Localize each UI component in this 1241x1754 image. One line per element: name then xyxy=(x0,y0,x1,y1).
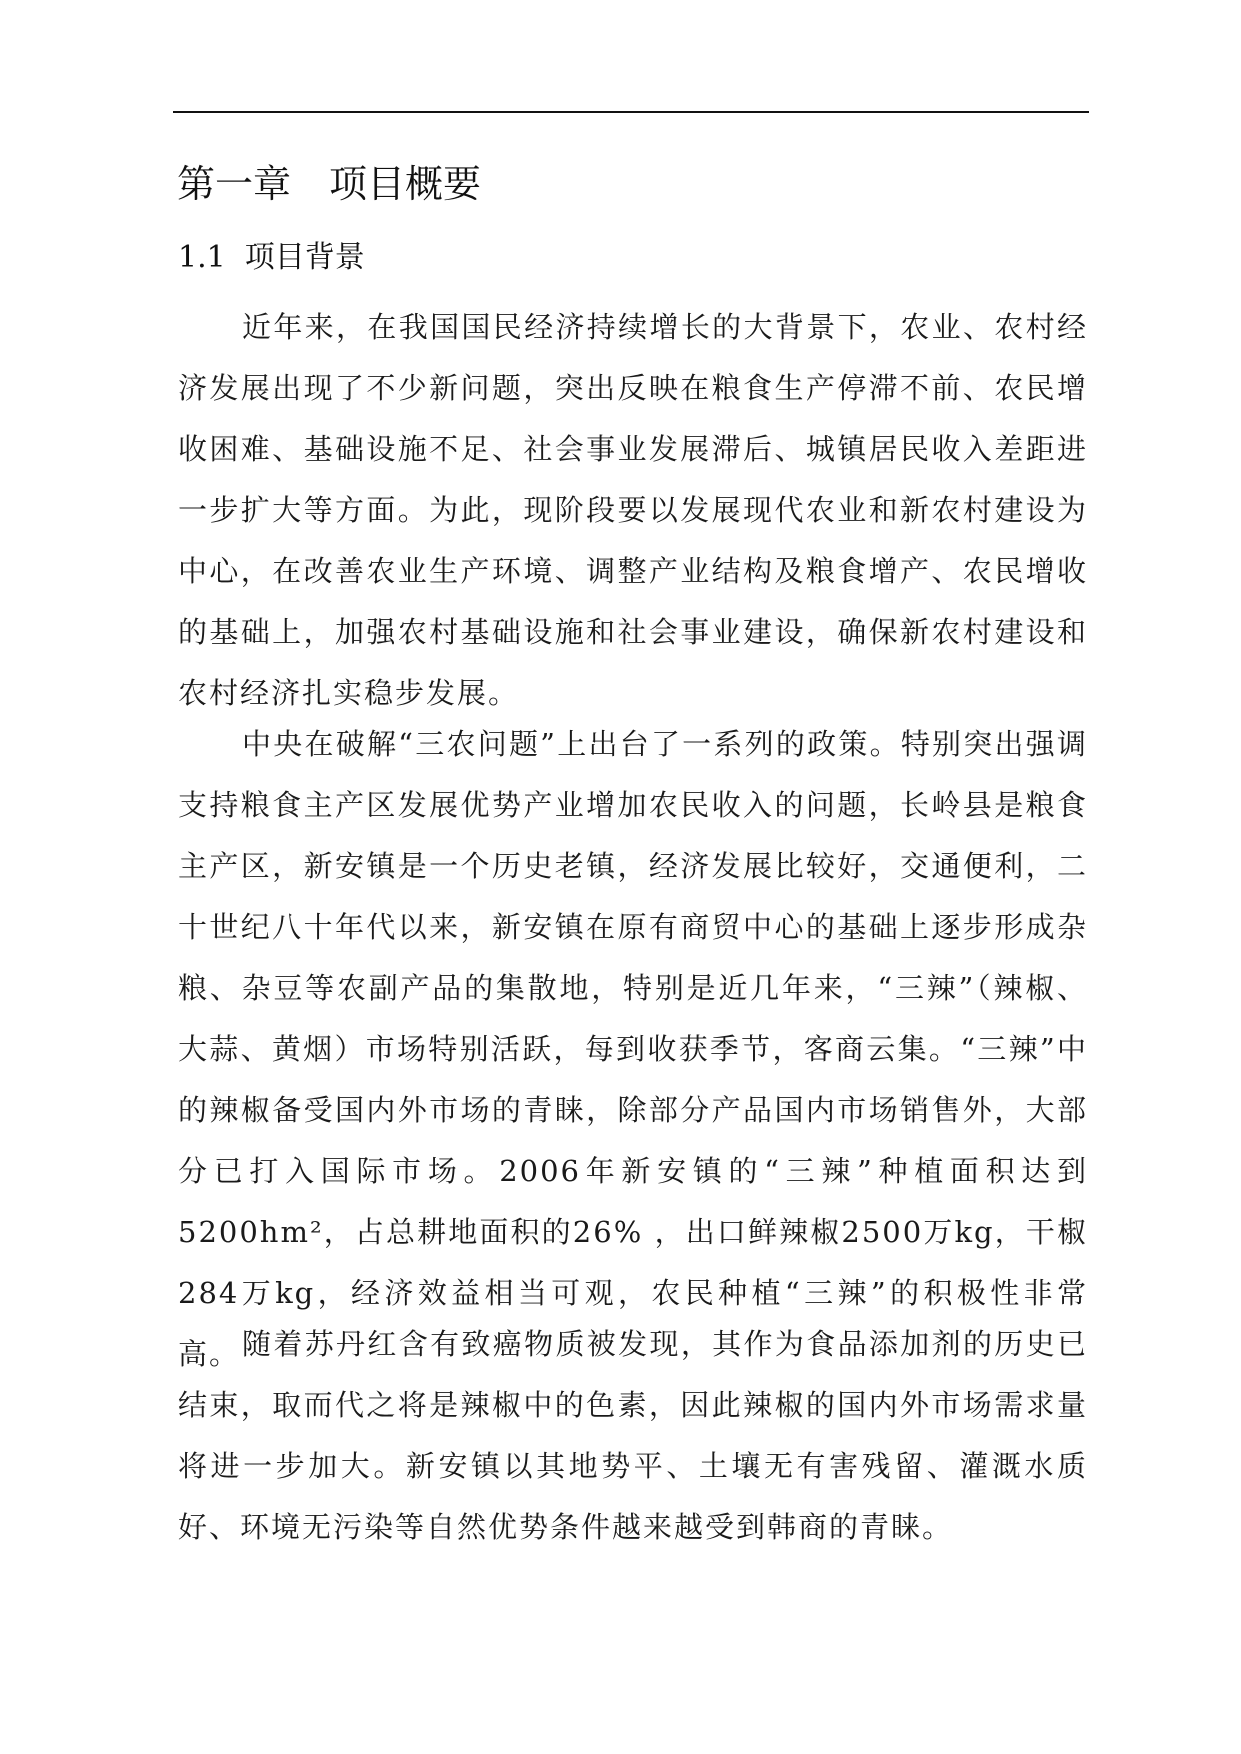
header-rule xyxy=(173,111,1089,113)
chapter-title: 第一章 项目概要 xyxy=(177,162,482,206)
section-heading: 1.1 项目背景 xyxy=(178,240,365,275)
paragraph-policy-and-market: 中央在破解“三农问题”上出台了一系列的政策。特别突出强调支持粮食主产区发展优势产业增加农民收入的问题，长岭县是粮食主产区，新安镇是一个历史老镇，经济发展比较好，交通便利，二十世纪八十年代以来，新安镇在原有商贸中心的基础上逐步形成杂粮、杂豆等农副产品的集散地，特别是近几年来，“三辣”（辣椒、大蒜、黄烟）市场特别活跃，每到收获季节，客商云集。“三辣”中的辣椒备受国内外市场的青睐，除部分产品国内市场销售外，大部分已打入国际市场。2006年新安镇的“三辣”种植面积达到5200hm²，占总耕地面积的26% ，出口鲜辣椒2500万kg，干椒284万kg，经济效益相当可观，农民种植“三辣”的积极性非常高。 xyxy=(178,727,1088,1371)
paragraph-market-outlook: 随着苏丹红含有致癌物质被发现，其作为食品添加剂的历史已结束，取而代之将是辣椒中的色素，因此辣椒的国内外市场需求量将进一步加大。新安镇以其地势平、土壤无有害残留、灌溉水质好、环境无污染等自然优势条件越来越受到韩商的青睐。 xyxy=(178,1327,1088,1544)
paragraph-background-overview: 近年来，在我国国民经济持续增长的大背景下，农业、农村经济发展出现了不少新问题，突出反映在粮食生产停滞不前、农民增收困难、基础设施不足、社会事业发展滞后、城镇居民收入差距进一步扩大等方面。为此，现阶段要以发展现代农业和新农村建设为中心，在改善农业生产环境、调整产业结构及粮食增产、农民增收的基础上，加强农村基础设施和社会事业建设，确保新农村建设和农村经济扎实稳步发展。 xyxy=(178,310,1088,710)
